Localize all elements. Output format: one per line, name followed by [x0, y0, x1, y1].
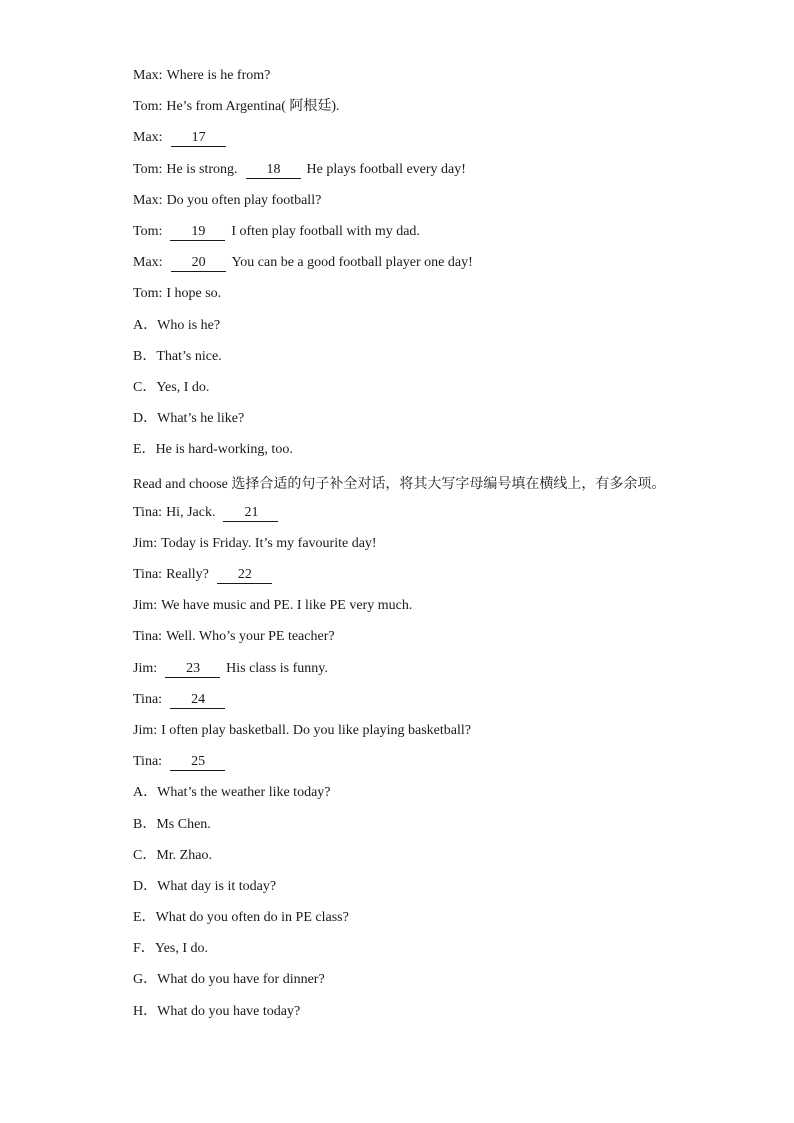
option-item	[133, 906, 693, 937]
option-text: Who is he?	[157, 317, 221, 333]
option-item	[133, 844, 693, 875]
answer-blank[interactable]: 17	[171, 130, 226, 147]
speaker: Tom:	[133, 286, 163, 302]
option-text: What’s the weather like today?	[157, 785, 331, 801]
line-text: Where is he from?	[166, 68, 271, 83]
option-letter: E．	[133, 442, 156, 458]
option-letter: C．	[133, 847, 157, 863]
option-item	[133, 875, 693, 906]
dialogue-line	[133, 657, 693, 688]
speaker: Tom:	[133, 223, 163, 239]
option-item	[133, 937, 693, 968]
dialogue-line	[133, 688, 693, 719]
option-item	[133, 314, 693, 345]
option-letter: A．	[133, 317, 158, 333]
dialogue-line	[133, 189, 693, 220]
option-letter: F．	[133, 941, 155, 957]
dialogue-line	[133, 220, 693, 251]
option-letter: A．	[133, 785, 158, 801]
option-text: He is hard-working, too.	[155, 442, 293, 458]
answer-blank[interactable]: 24	[170, 692, 225, 709]
speaker: Jim:	[133, 660, 158, 676]
line-text: Today is Friday. It’s my favourite day!	[161, 535, 377, 551]
option-letter: B．	[133, 816, 157, 832]
option-item	[133, 813, 693, 844]
answer-blank[interactable]: 20	[171, 255, 226, 272]
dialogue-line	[133, 126, 693, 157]
dialogue-2	[133, 501, 693, 782]
speaker: Max:	[133, 130, 163, 146]
dialogue-line	[133, 563, 693, 594]
option-item	[133, 1000, 693, 1031]
speaker: Tom:	[133, 99, 163, 115]
line-text-after: I often play football with my dad.	[231, 223, 420, 239]
option-item	[133, 345, 693, 376]
option-letter: D．	[133, 411, 158, 427]
dialogue-line	[133, 719, 693, 750]
line-text: We have music and PE. I like PE very much.	[161, 598, 413, 614]
option-text: Yes, I do.	[156, 379, 210, 395]
dialogue-line	[133, 625, 693, 656]
speaker: Tina:	[133, 754, 163, 770]
speaker: Tina:	[133, 504, 163, 520]
option-text: What do you have for dinner?	[157, 972, 325, 988]
option-text: What’s he like?	[157, 411, 245, 427]
answer-blank[interactable]: 23	[165, 661, 220, 678]
dialogue-line	[133, 532, 693, 563]
speaker: Jim:	[133, 722, 158, 738]
dialogue-line	[133, 95, 693, 126]
option-text: What do you often do in PE class?	[155, 910, 349, 926]
speaker: Tina:	[133, 567, 163, 583]
line-text: I often play basketball. Do you like playing basketball?	[161, 722, 471, 738]
content	[133, 64, 693, 1031]
speaker: Max:	[133, 192, 163, 208]
speaker: Tina:	[133, 691, 163, 707]
speaker: Tom:	[133, 161, 163, 177]
option-letter: D．	[133, 878, 158, 894]
option-item	[133, 376, 693, 407]
dialogue-line	[133, 501, 693, 532]
option-letter: C．	[133, 379, 157, 395]
option-item	[133, 781, 693, 812]
option-letter: E．	[133, 910, 156, 926]
line-text: I hope so.	[166, 286, 222, 302]
dialogue-line	[133, 158, 693, 189]
option-text: Yes, I do.	[155, 941, 209, 957]
speaker: Jim:	[133, 535, 158, 551]
option-letter: G．	[133, 972, 158, 988]
line-text: He’s from Argentina( 阿根廷).	[166, 99, 340, 115]
dialogue-line	[133, 750, 693, 781]
line-text-after: He plays football every day!	[306, 161, 466, 177]
speaker: Tina:	[133, 629, 163, 645]
line-text: Hi, Jack.	[166, 504, 216, 520]
options-2	[133, 781, 693, 1031]
speaker: Max:	[133, 255, 163, 271]
dialogue-1	[133, 64, 693, 314]
option-text: That’s nice.	[156, 348, 222, 364]
option-text: What day is it today?	[157, 878, 277, 894]
option-item	[133, 438, 693, 469]
speaker: Jim:	[133, 598, 158, 614]
line-text: He is strong.	[166, 161, 238, 177]
option-letter: H．	[133, 1003, 158, 1019]
section-instruction: Read and choose 选择合适的句子补全对话，将其大写字母编号填在横线上，有多余项。	[133, 477, 666, 493]
line-text: Well. Who’s your PE teacher?	[166, 629, 335, 645]
dialogue-line	[133, 64, 693, 95]
speaker: Max:	[133, 68, 163, 83]
option-text: Mr. Zhao.	[156, 847, 212, 863]
dialogue-line	[133, 594, 693, 625]
option-item	[133, 407, 693, 438]
answer-blank[interactable]: 21	[223, 505, 278, 522]
answer-blank[interactable]: 22	[217, 567, 272, 584]
answer-blank[interactable]: 19	[170, 224, 225, 241]
dialogue-line	[133, 251, 693, 282]
answer-blank[interactable]: 18	[246, 162, 301, 179]
option-letter: B．	[133, 348, 157, 364]
dialogue-line	[133, 282, 693, 313]
line-text-after: You can be a good football player one day!	[231, 255, 473, 271]
answer-blank[interactable]: 25	[170, 754, 225, 771]
options-1	[133, 314, 693, 470]
option-text: What do you have today?	[157, 1003, 301, 1019]
line-text: Really?	[166, 567, 209, 583]
option-item	[133, 968, 693, 999]
option-text: Ms Chen.	[156, 816, 211, 832]
line-text: Do you often play football?	[166, 192, 322, 208]
line-text-after: His class is funny.	[226, 660, 328, 676]
